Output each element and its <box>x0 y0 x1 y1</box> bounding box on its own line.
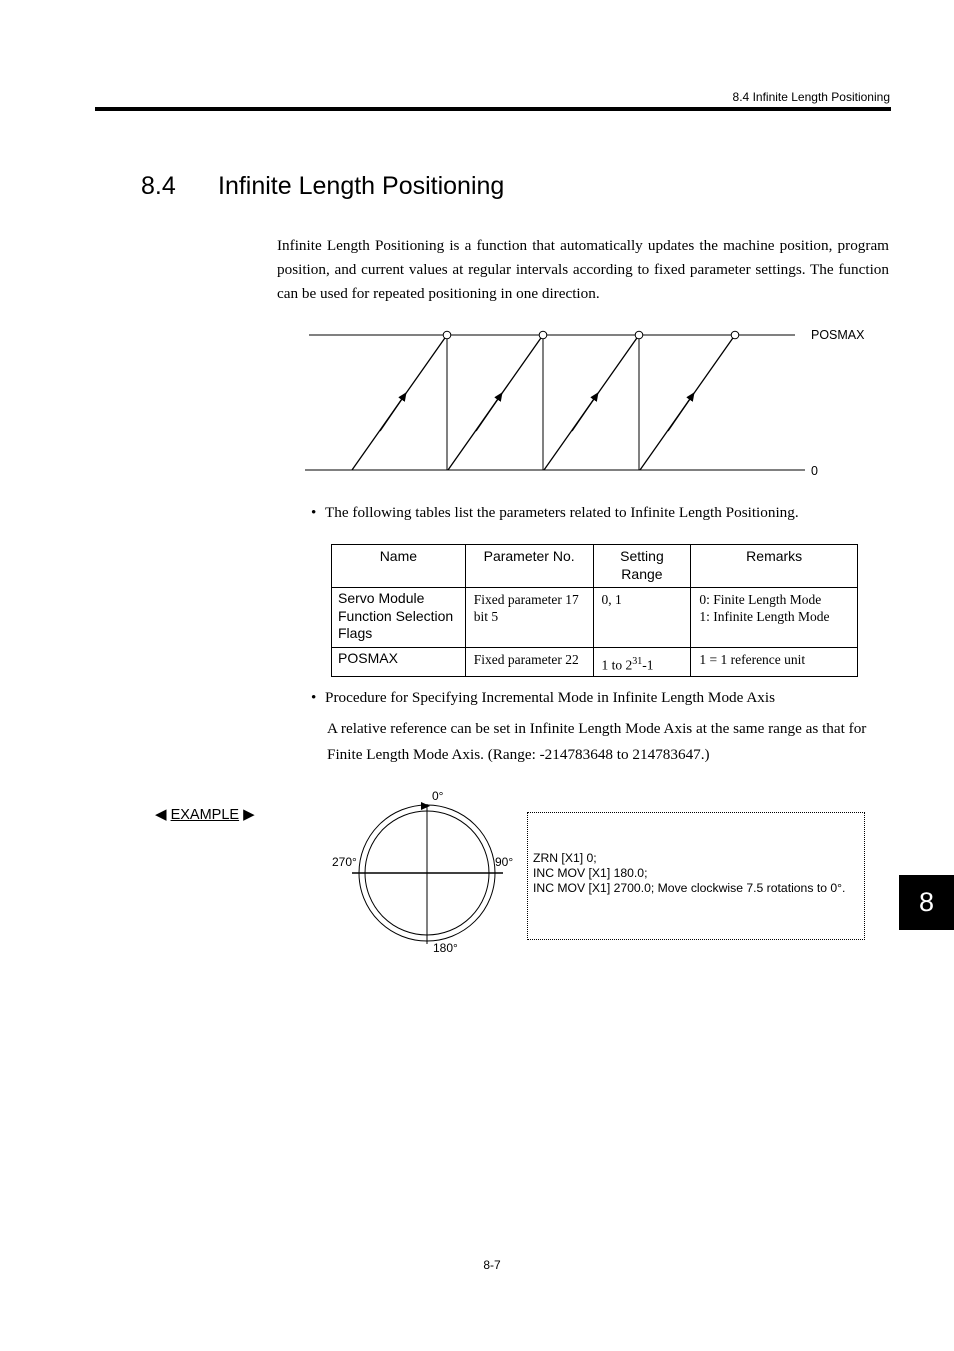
range-exponent: 31 <box>632 656 643 667</box>
example-text: EXAMPLE <box>170 807 240 823</box>
cell-parameter <box>465 588 593 648</box>
bullet-dot: • <box>311 504 317 521</box>
bullet-text: The following tables list the parameters related to Infinite Length Positioning. <box>325 504 799 521</box>
section-title: Infinite Length Positioning <box>218 172 505 200</box>
cell-line: Fixed parameter 17 <box>473 592 579 607</box>
header-setting-range <box>593 545 691 588</box>
page-number: 8-7 <box>483 1258 501 1272</box>
intro-paragraph: Infinite Length Positioning is a function that automatically updates the machine position, program position, and current values at regular intervals according to fixed parameter settings. The function can be used for repeated positioning in one direction. <box>277 237 889 302</box>
cell-line: Servo Module <box>338 590 425 606</box>
example-label <box>155 805 255 823</box>
header-rule <box>95 107 891 111</box>
code-example-box <box>527 812 865 940</box>
ramp-arrow <box>380 393 406 431</box>
right-triangle-icon: ▶ <box>243 806 255 823</box>
table-row <box>332 588 858 648</box>
label-180-deg: 180° <box>433 941 458 955</box>
range-tail: -1 <box>642 657 654 673</box>
cell-name <box>332 588 466 648</box>
code-line: INC MOV [X1] 2700.0; Move clockwise 7.5 rotations to 0°. <box>533 881 846 895</box>
cell-remarks: 1 = 1 reference unit <box>691 648 858 677</box>
range-base: 1 to 2 <box>601 657 633 673</box>
section-number: 8.4 <box>141 172 176 200</box>
rotation-circle-figure <box>325 786 525 963</box>
sawtooth-diagram <box>300 320 880 490</box>
zero-label: 0 <box>811 464 818 478</box>
table-header-row <box>332 545 858 588</box>
label-270-deg: 270° <box>332 855 357 869</box>
cell-line: Function Selection <box>338 607 454 624</box>
cell-line: bit 5 <box>473 609 499 624</box>
bullet-item <box>311 689 775 707</box>
table-row <box>332 648 858 677</box>
left-triangle-icon: ◀ <box>155 806 167 823</box>
bullet-text: Procedure for Specifying Incremental Mode in Infinite Length Mode Axis <box>325 689 776 706</box>
bullet-item <box>311 504 799 522</box>
cell-line: 1: Infinite Length Mode <box>699 609 830 624</box>
ramp-arrow <box>572 393 598 431</box>
cell-range: 0, 1 <box>593 588 691 648</box>
posmax-point <box>731 331 739 339</box>
header-name: Name <box>332 545 466 588</box>
header-parameter-no: Parameter No. <box>465 545 593 588</box>
parameter-table <box>331 544 858 677</box>
cell-range <box>593 648 691 677</box>
posmax-point <box>635 331 643 339</box>
running-header: 8.4 Infinite Length Positioning <box>732 90 890 104</box>
chapter-tab: 8 <box>899 875 954 930</box>
ramp-arrow <box>668 393 694 431</box>
header-remarks: Remarks <box>691 545 858 588</box>
cell-line: 0: Finite Length Mode <box>699 592 822 607</box>
posmax-label: POSMAX <box>811 328 865 342</box>
header-setting-range-text: Setting Range <box>620 548 664 582</box>
bullet-dot: • <box>311 689 317 706</box>
cell-line: Flags <box>338 625 373 641</box>
posmax-point <box>539 331 547 339</box>
cell-remarks <box>691 588 858 648</box>
cell-name: POSMAX <box>332 648 466 677</box>
ramp-arrow <box>476 393 502 431</box>
label-0-deg: 0° <box>432 789 444 803</box>
code-line: ZRN [X1] 0; <box>533 851 597 865</box>
code-line: INC MOV [X1] 180.0; <box>533 866 648 880</box>
relative-reference-paragraph: A relative reference can be set in Infinite Length Mode Axis at the same range as that for Finite Length Mode Axis. (Range: -214783648 to 214783647.) <box>327 720 867 763</box>
label-90-deg: 90° <box>495 855 514 869</box>
posmax-point <box>443 331 451 339</box>
cell-parameter: Fixed parameter 22 <box>465 648 593 677</box>
